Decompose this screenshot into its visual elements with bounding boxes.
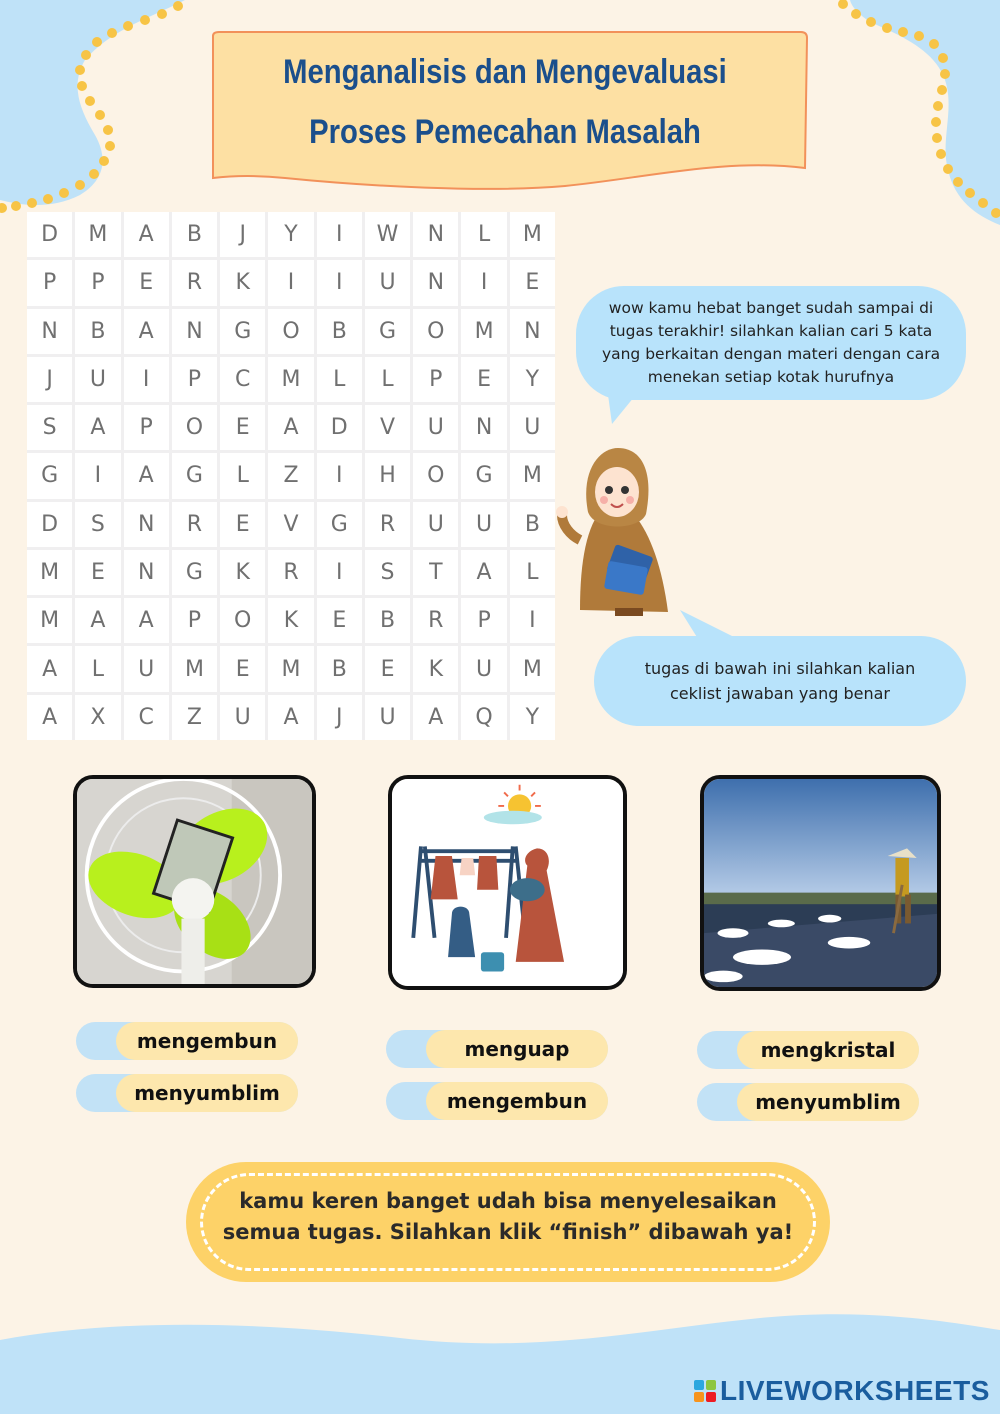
letter-cell[interactable]: U bbox=[461, 646, 506, 691]
option-label: mengembun bbox=[426, 1082, 608, 1120]
letter-cell[interactable]: J bbox=[220, 212, 265, 257]
letter-cell[interactable]: A bbox=[124, 598, 169, 643]
letter-cell[interactable]: U bbox=[510, 405, 555, 450]
letter-cell[interactable]: N bbox=[510, 309, 555, 354]
letter-cell[interactable]: B bbox=[317, 309, 362, 354]
letter-cell[interactable]: K bbox=[220, 260, 265, 305]
letter-cell[interactable]: L bbox=[365, 357, 410, 402]
letter-cell[interactable]: M bbox=[510, 646, 555, 691]
letter-cell[interactable]: G bbox=[220, 309, 265, 354]
letter-cell[interactable]: S bbox=[75, 502, 120, 547]
letter-cell[interactable]: U bbox=[124, 646, 169, 691]
letter-cell[interactable]: G bbox=[27, 453, 72, 498]
option-q3-b[interactable] bbox=[697, 1083, 919, 1121]
letter-cell[interactable]: P bbox=[172, 598, 217, 643]
letter-cell[interactable]: G bbox=[317, 502, 362, 547]
letter-cell[interactable]: R bbox=[365, 502, 410, 547]
letter-cell[interactable]: G bbox=[172, 453, 217, 498]
letter-cell[interactable]: G bbox=[365, 309, 410, 354]
letter-cell[interactable]: L bbox=[75, 646, 120, 691]
liveworksheets-icon bbox=[694, 1380, 716, 1402]
letter-cell[interactable]: B bbox=[317, 646, 362, 691]
letter-cell[interactable]: B bbox=[510, 502, 555, 547]
letter-cell[interactable]: G bbox=[461, 453, 506, 498]
letter-cell[interactable]: M bbox=[75, 212, 120, 257]
instruction-bubble-search bbox=[576, 286, 966, 400]
letter-cell[interactable]: R bbox=[172, 260, 217, 305]
letter-cell[interactable]: L bbox=[461, 212, 506, 257]
letter-cell[interactable]: Y bbox=[510, 357, 555, 402]
letter-cell[interactable]: K bbox=[413, 646, 458, 691]
letter-cell[interactable]: E bbox=[317, 598, 362, 643]
letter-cell[interactable]: M bbox=[27, 550, 72, 595]
letter-cell[interactable]: A bbox=[268, 405, 313, 450]
letter-cell[interactable]: M bbox=[172, 646, 217, 691]
letter-cell[interactable]: M bbox=[268, 357, 313, 402]
letter-cell[interactable]: O bbox=[413, 309, 458, 354]
letter-cell[interactable]: E bbox=[510, 260, 555, 305]
letter-cell[interactable]: R bbox=[268, 550, 313, 595]
letter-cell[interactable]: O bbox=[220, 598, 265, 643]
liveworksheets-logo bbox=[694, 1373, 990, 1409]
letter-cell[interactable]: A bbox=[27, 695, 72, 740]
letter-cell[interactable]: M bbox=[27, 598, 72, 643]
option-label: menyumblim bbox=[737, 1083, 919, 1121]
letter-cell[interactable]: C bbox=[124, 695, 169, 740]
letter-cell[interactable]: N bbox=[413, 260, 458, 305]
letter-cell[interactable]: H bbox=[365, 453, 410, 498]
letter-cell[interactable]: J bbox=[317, 695, 362, 740]
letter-cell[interactable]: E bbox=[220, 502, 265, 547]
letter-cell[interactable]: S bbox=[365, 550, 410, 595]
letter-cell[interactable]: U bbox=[365, 695, 410, 740]
letter-cell[interactable]: A bbox=[461, 550, 506, 595]
letter-cell[interactable]: Z bbox=[172, 695, 217, 740]
photo-salt-field bbox=[700, 775, 941, 991]
letter-cell[interactable]: O bbox=[172, 405, 217, 450]
letter-cell[interactable]: U bbox=[365, 260, 410, 305]
option-q2-b[interactable] bbox=[386, 1082, 608, 1120]
option-q1-a[interactable] bbox=[76, 1022, 298, 1060]
letter-cell[interactable]: D bbox=[317, 405, 362, 450]
letter-cell[interactable]: I bbox=[510, 598, 555, 643]
letter-cell[interactable]: A bbox=[27, 646, 72, 691]
letter-cell[interactable]: K bbox=[220, 550, 265, 595]
letter-cell[interactable]: A bbox=[75, 598, 120, 643]
letter-cell[interactable]: Z bbox=[268, 453, 313, 498]
instruction-bubble-checklist bbox=[594, 636, 966, 726]
letter-cell[interactable]: G bbox=[172, 550, 217, 595]
letter-cell[interactable]: U bbox=[220, 695, 265, 740]
letter-cell[interactable]: U bbox=[75, 357, 120, 402]
option-label: mengembun bbox=[116, 1022, 298, 1060]
letter-cell[interactable]: N bbox=[172, 309, 217, 354]
letter-cell[interactable]: V bbox=[268, 502, 313, 547]
letter-cell[interactable]: I bbox=[268, 260, 313, 305]
letter-cell[interactable]: O bbox=[413, 453, 458, 498]
letter-cell[interactable]: E bbox=[75, 550, 120, 595]
letter-cell[interactable]: I bbox=[75, 453, 120, 498]
letter-cell[interactable]: W bbox=[365, 212, 410, 257]
bubble-text: tugas di bawah ini silahkan kalian ceklist jawaban yang benar bbox=[644, 659, 916, 703]
letter-cell[interactable]: R bbox=[172, 502, 217, 547]
letter-cell[interactable]: B bbox=[75, 309, 120, 354]
letter-cell[interactable]: T bbox=[413, 550, 458, 595]
letter-cell[interactable]: I bbox=[317, 260, 362, 305]
letter-cell[interactable]: N bbox=[27, 309, 72, 354]
option-q3-a[interactable] bbox=[697, 1031, 919, 1069]
letter-cell[interactable]: R bbox=[413, 598, 458, 643]
brand-name: LIVEWORKSHEETS bbox=[720, 1375, 990, 1406]
letter-cell[interactable]: P bbox=[413, 357, 458, 402]
letter-cell[interactable]: E bbox=[124, 260, 169, 305]
letter-cell[interactable]: J bbox=[27, 357, 72, 402]
letter-cell[interactable]: A bbox=[413, 695, 458, 740]
letter-cell[interactable]: A bbox=[124, 212, 169, 257]
letter-cell[interactable]: U bbox=[461, 502, 506, 547]
letter-cell[interactable]: U bbox=[413, 502, 458, 547]
letter-cell[interactable]: Y bbox=[268, 212, 313, 257]
letter-cell[interactable]: E bbox=[461, 357, 506, 402]
letter-cell[interactable]: I bbox=[124, 357, 169, 402]
letter-cell[interactable]: I bbox=[317, 550, 362, 595]
letter-cell[interactable]: L bbox=[510, 550, 555, 595]
letter-cell[interactable]: L bbox=[317, 357, 362, 402]
letter-cell[interactable]: M bbox=[268, 646, 313, 691]
title-line-2: Proses Pemecahan Masalah bbox=[309, 113, 701, 151]
letter-cell[interactable]: C bbox=[220, 357, 265, 402]
letter-cell[interactable]: P bbox=[461, 598, 506, 643]
bubble-text: wow kamu hebat banget sudah sampai di tugas terakhir! silahkan kalian cari 5 kata yang berkaitan dengan materi dengan cara menekan setiap kotak hurufnya bbox=[601, 299, 941, 386]
photo-fan-drying bbox=[73, 775, 316, 988]
letter-cell[interactable]: X bbox=[75, 695, 120, 740]
teacher-character bbox=[550, 440, 680, 620]
letter-cell[interactable]: N bbox=[461, 405, 506, 450]
option-label: mengkristal bbox=[737, 1031, 919, 1069]
letter-cell[interactable]: I bbox=[317, 453, 362, 498]
top-right-blob bbox=[850, 0, 1000, 225]
letter-cell[interactable]: E bbox=[220, 646, 265, 691]
option-label: menguap bbox=[426, 1030, 608, 1068]
letter-cell[interactable]: P bbox=[172, 357, 217, 402]
letter-cell[interactable]: Y bbox=[510, 695, 555, 740]
letter-cell[interactable]: K bbox=[268, 598, 313, 643]
letter-cell[interactable]: P bbox=[124, 405, 169, 450]
letter-cell[interactable]: E bbox=[220, 405, 265, 450]
letter-cell[interactable]: P bbox=[75, 260, 120, 305]
option-q1-b[interactable] bbox=[76, 1074, 298, 1112]
letter-cell[interactable]: M bbox=[510, 453, 555, 498]
letter-cell[interactable]: I bbox=[461, 260, 506, 305]
letter-cell[interactable]: A bbox=[124, 309, 169, 354]
letter-cell[interactable]: A bbox=[75, 405, 120, 450]
letter-cell[interactable]: S bbox=[27, 405, 72, 450]
finish-line-2: semua tugas. Silahkan klik “finish” dibawah ya! bbox=[222, 1220, 794, 1244]
letter-cell[interactable]: I bbox=[317, 212, 362, 257]
letter-cell[interactable]: U bbox=[413, 405, 458, 450]
letter-cell[interactable]: N bbox=[413, 212, 458, 257]
letter-cell[interactable]: M bbox=[461, 309, 506, 354]
letter-cell[interactable]: A bbox=[124, 453, 169, 498]
letter-cell[interactable]: N bbox=[124, 550, 169, 595]
option-label: menyumblim bbox=[116, 1074, 298, 1112]
finish-message bbox=[210, 1186, 806, 1248]
letter-cell[interactable]: N bbox=[124, 502, 169, 547]
letter-cell[interactable]: M bbox=[510, 212, 555, 257]
photo-laundry-drying bbox=[388, 775, 627, 990]
letter-cell[interactable]: B bbox=[365, 598, 410, 643]
letter-cell[interactable]: P bbox=[27, 260, 72, 305]
letter-cell[interactable]: L bbox=[220, 453, 265, 498]
letter-cell[interactable]: E bbox=[365, 646, 410, 691]
letter-cell[interactable]: V bbox=[365, 405, 410, 450]
letter-cell[interactable]: D bbox=[27, 502, 72, 547]
letter-cell[interactable]: D bbox=[27, 212, 72, 257]
word-search-grid bbox=[27, 212, 555, 740]
page-title bbox=[205, 42, 805, 162]
option-q2-a[interactable] bbox=[386, 1030, 608, 1068]
letter-cell[interactable]: A bbox=[268, 695, 313, 740]
finish-line-1: kamu keren banget udah bisa menyelesaikan bbox=[239, 1189, 777, 1213]
letter-cell[interactable]: B bbox=[172, 212, 217, 257]
letter-cell[interactable]: O bbox=[268, 309, 313, 354]
letter-cell[interactable]: Q bbox=[461, 695, 506, 740]
title-line-1: Menganalisis dan Mengevaluasi bbox=[283, 53, 727, 91]
